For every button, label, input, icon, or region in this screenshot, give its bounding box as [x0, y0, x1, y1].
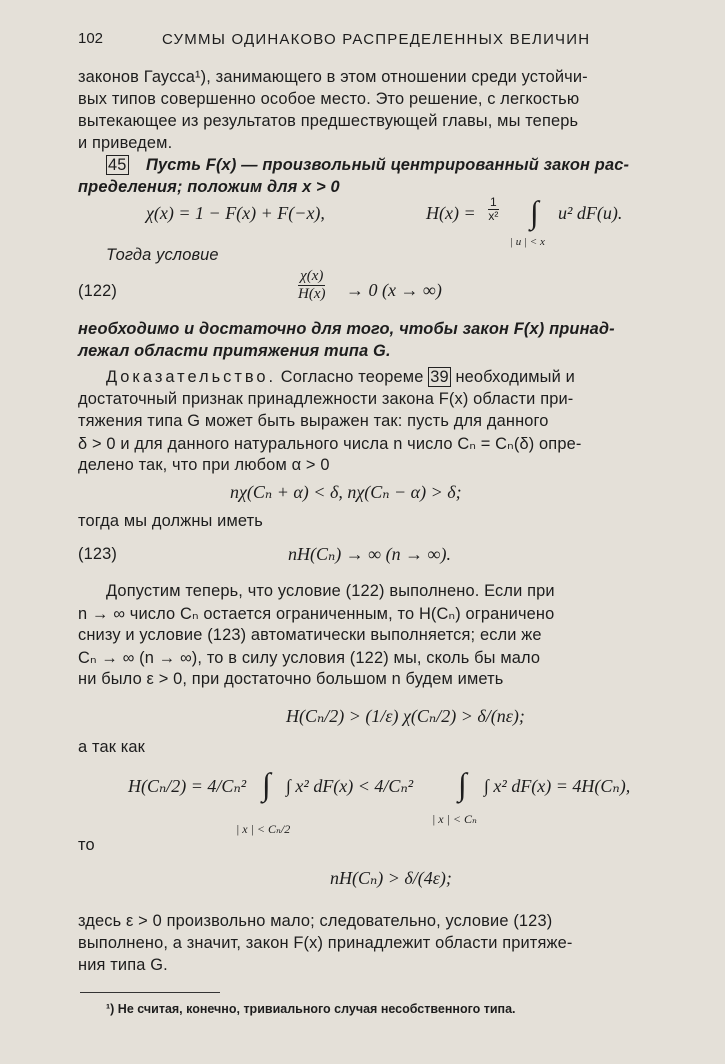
page-number: 102 — [78, 30, 104, 47]
equation-final: nH(Cₙ) > δ/(4ε); — [330, 868, 452, 888]
text-line: вых типов совершенно особое место. Это решение, с легкостью — [78, 90, 580, 108]
text-line: снизу и условие (123) автоматически выполняется; если же — [78, 626, 542, 644]
footnote: ¹) Не считая, конечно, тривиального случая несобственного типа. — [106, 1002, 516, 1016]
text-line: тогда мы должны иметь — [78, 512, 263, 530]
text-line: делено так, что при любом α > 0 — [78, 456, 330, 474]
equation-123: nH(Cₙ) → ∞ (n → ∞). — [288, 544, 451, 564]
text-line: и приведем. — [78, 134, 173, 152]
text-line: Тогда условие — [106, 246, 219, 264]
integral-limit: | x | < Cₙ/2 — [236, 822, 291, 836]
equation-H-tail: u² dF(u). — [558, 203, 623, 223]
text-line: вытекающее из результатов предшествующей главы, мы теперь — [78, 112, 579, 130]
equation-122-tail: → 0 (x → ∞) — [346, 280, 442, 300]
text-line: выполнено, а значит, закон F(x) принадлежит области притяже- — [78, 934, 573, 952]
theorem-text: пределения; положим для x > 0 — [78, 178, 340, 196]
integral-sign: ∫ — [262, 766, 271, 802]
text-line: законов Гаусса¹), занимающего в этом отношении среди устойчи- — [78, 68, 588, 86]
text-line: здесь ε > 0 произвольно мало; следовательно, условие (123) — [78, 912, 553, 930]
equation-long-c: ∫ x² dF(x) = 4H(Cₙ), — [484, 776, 631, 796]
statement-line: лежал области притяжения типа G. — [78, 342, 391, 360]
equation-label-123: (123) — [78, 545, 118, 563]
footnote-rule — [80, 992, 220, 993]
text-line: а так как — [78, 738, 146, 756]
text-line: Допустим теперь, что условие (122) выполнено. Если при — [106, 582, 555, 600]
proof-first-line: Доказательство. Согласно теореме 39 необходимый и — [106, 368, 575, 386]
text-line: ния типа G. — [78, 956, 168, 974]
text-line: тяжения типа G может быть выражен так: пусть для данного — [78, 412, 549, 430]
statement-line: необходимо и достаточно для того, чтобы закон F(x) принад- — [78, 320, 615, 338]
integral-sign: ∫ — [530, 194, 539, 230]
equation-chi: χ(x) = 1 − F(x) + F(−x), — [146, 203, 325, 223]
equation-H: H(x) = — [426, 203, 476, 223]
equation-n-chi: nχ(Cₙ + α) < δ, nχ(Cₙ − α) > δ; — [230, 482, 462, 502]
equation-label-122: (122) — [78, 282, 118, 300]
integral-limit: | x | < Cₙ — [432, 812, 477, 826]
equation-H-fraction: $\frac{1}{\text{x²}}$ — [488, 195, 499, 224]
equation-long-b: ∫ x² dF(x) < 4/Cₙ² — [286, 776, 414, 796]
integral-limit: | u | < x — [510, 236, 545, 248]
text-line: Cₙ → ∞ (n → ∞), то в силу условия (122) мы, сколь бы мало — [78, 649, 541, 667]
text-line: ни было ε > 0, при достаточно большом n будем иметь — [78, 670, 504, 688]
equation-inequality: H(Cₙ/2) > (1/ε) χ(Cₙ/2) > δ/(nε); — [286, 706, 525, 726]
equation-122-fraction: $\frac{\chi(x)}{H(x)}$ — [298, 268, 326, 302]
text-line: достаточный признак принадлежности закона F(x) области при- — [78, 390, 574, 408]
theorem-number: 45 — [108, 156, 127, 174]
equation-long-a: H(Cₙ/2) = 4/Cₙ² — [128, 776, 247, 796]
theorem-text: Пусть F(x) — произвольный центрированный закон рас- — [146, 156, 630, 174]
text-line: n → ∞ число Cₙ остается ограниченным, то H(Cₙ) ограничено — [78, 605, 555, 623]
integral-sign: ∫ — [458, 766, 467, 802]
text-line: то — [78, 836, 95, 854]
text-line: δ > 0 и для данного натурального числа n число Cₙ = Cₙ(δ) опре- — [78, 435, 582, 453]
running-title: СУММЫ ОДИНАКОВО РАСПРЕДЕЛЕННЫХ ВЕЛИЧИН — [162, 31, 591, 48]
